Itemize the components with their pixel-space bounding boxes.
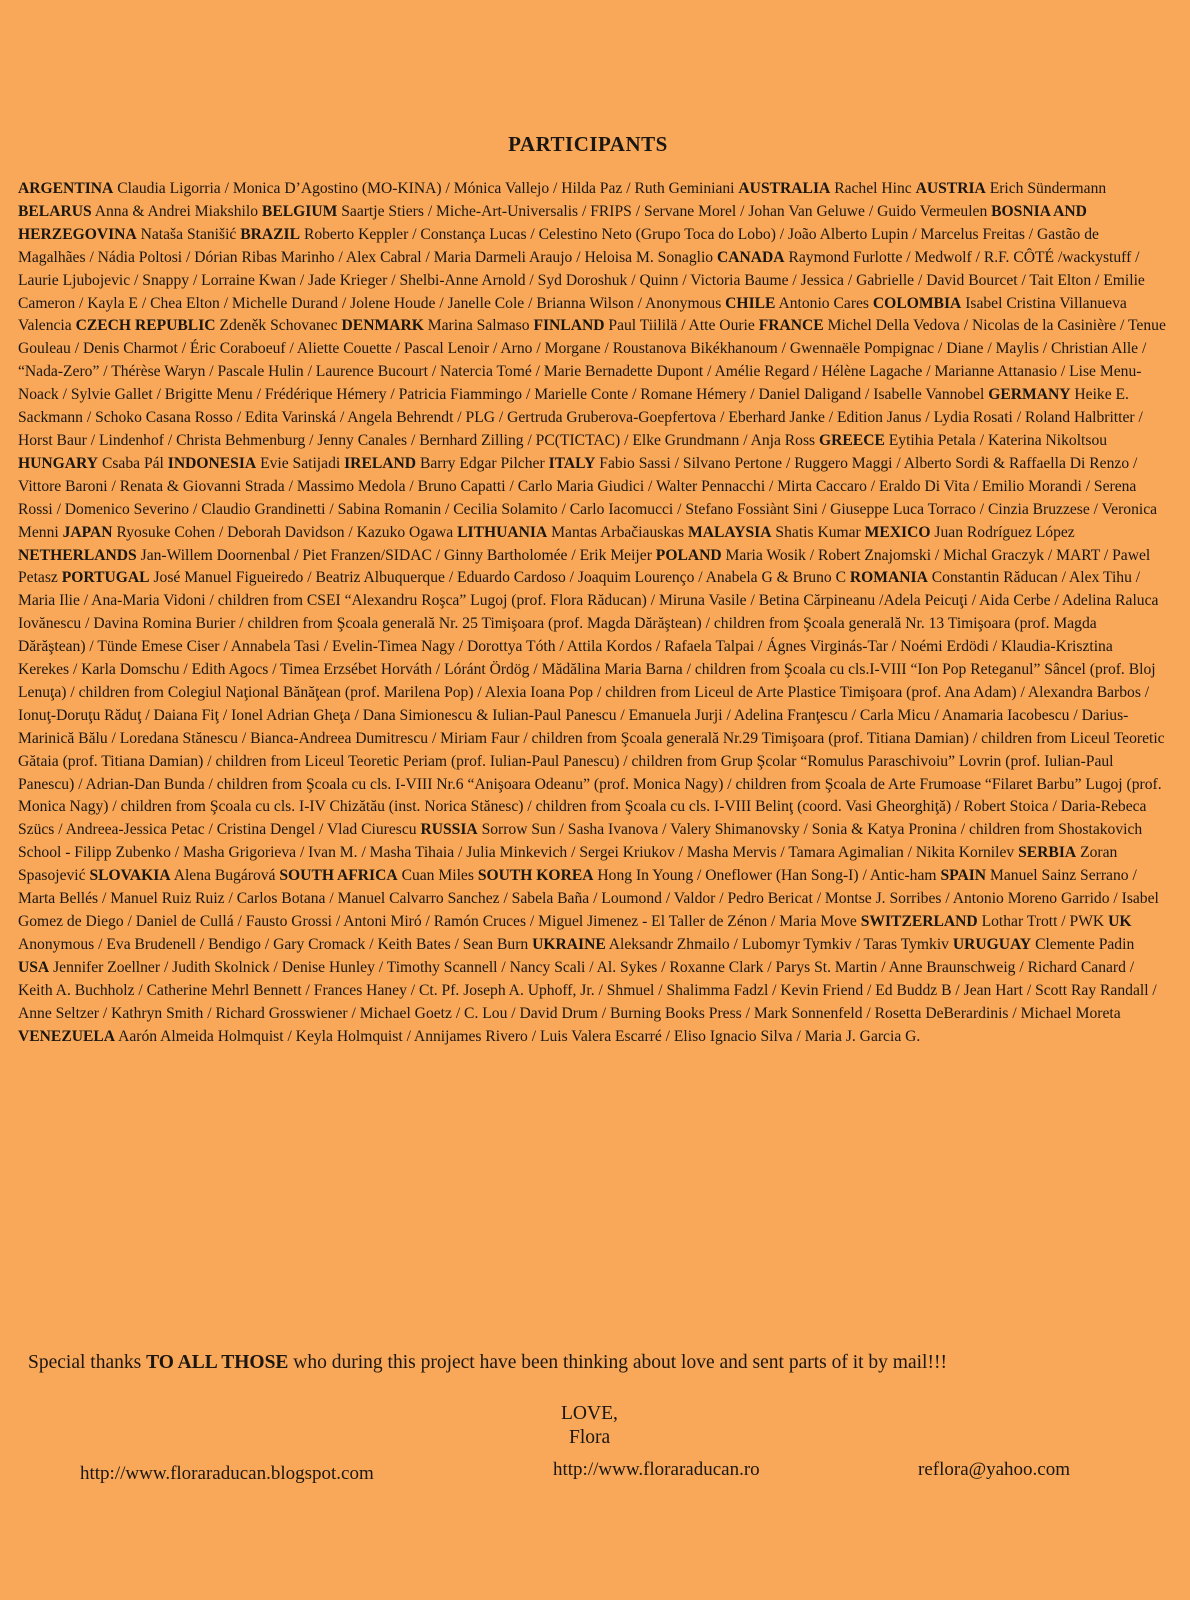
country-name: UKRAINE (532, 935, 606, 953)
participant-names: Lothar Trott / PWK (981, 913, 1105, 930)
participant-names: Nataša Stanišić (140, 225, 237, 243)
country-name: BOSNIA AND HERZEGOVINA (18, 202, 1087, 243)
country-name: SPAIN (940, 867, 987, 885)
participant-names: Michel Della Vedova / Nicolas de la Casinière / Tenue Gouleau / Denis Charmot / Éric Coraboeuf / Aliette Couette / Pascal Lenoir / Arno / Morgane / Roustanova Bikékhanoum / Gwennaële Pompignac / Diane / Maylis / Christian Alle / “Nada-Zero” / Thérèse Waryn / Pascale Hulin / Laurence Bucourt / Natercia Tomé / Marie Bernadette Dupont / Amélie Regard / Hélène Lagache / Marianne Attanasio / Lise Menu-Noack / Sylvie Gallet / Brigitte Menu / Frédérique Hémery / Patricia Fiammingo / Marielle Conte / Romane Hémery / Daniel Daligand / Isabelle Vannobel (18, 317, 1166, 404)
participant-names: Zdeněk Schovanec (219, 317, 338, 335)
participant-names: Anonymous / Eva Brudenell / Bendigo / Gary Cromack / Keith Bates / Sean Burn (18, 935, 529, 953)
participant-names: Barry Edgar Pilcher (419, 454, 545, 472)
participant-names: Antonio Cares (778, 294, 870, 312)
participant-names: Saartje Stiers / Miche-Art-Universalis / FRIPS / Servane Morel / Johan Van Geluwe / Guido Vermeulen (341, 202, 988, 220)
participant-names: Sorrow Sun / Sasha Ivanova / Valery Shimanovsky / Sonia & Katya Pronina / children from Shostakovich School - Filipp Zubenko / Masha Grigorieva / Ivan M. / Masha Tihaia / Julia Minkevich / Sergei Kriukov / Masha Mervis / Tamara Agimalian / Nikita Kornilev (18, 821, 1143, 862)
country-name: CHILE (725, 294, 776, 312)
thanks-text-start: Special thanks (28, 1352, 142, 1373)
country-name: ITALY (548, 454, 596, 472)
blog-link[interactable]: http://www.floraraducan.blogspot.com (80, 1463, 374, 1484)
country-name: SWITZERLAND (860, 913, 978, 930)
country-name: SOUTH KOREA (477, 867, 594, 885)
country-name: DENMARK (341, 317, 424, 335)
participant-names: Mantas Arbačiauskas (551, 523, 685, 541)
participant-names: Alena Bugárová (173, 867, 276, 885)
participant-names: Zoran Spasojević (18, 844, 1118, 885)
country-name: FRANCE (758, 317, 824, 335)
country-name: IRELAND (344, 454, 417, 472)
country-name: RUSSIA (420, 821, 478, 839)
country-name: VENEZUELA (18, 1027, 116, 1045)
country-name: BELARUS (18, 202, 92, 220)
participant-names: Juan Rodríguez López (934, 523, 1075, 541)
country-name: SOUTH AFRICA (279, 867, 398, 885)
thanks-text-end: who during this project have been thinking about love and sent parts of it by mail!!! (293, 1352, 947, 1373)
country-name: AUSTRIA (915, 180, 986, 197)
participant-names: Constantin Răducan / Alex Tihu / Maria Ilie / Ana-Maria Vidoni / children from CSEI “Alexandru Roşca” Lugoj (prof. Flora Răducan) / Miruna Vasile / Betina Cărpineanu /Adela Peicuţi / Aida Cerbe / Adelina Raluca Iovănescu / Davina Romina Burier / children from Şcoala generală Nr. 25 Timişoara (prof. Magda Dărăştean) / children from Şcoala generală Nr. 13 Timişoara (prof. Magda Dărăştean) / Tünde Emese Ciser / Annabela Tasi / Evelin-Timea Nagy / Dorottya Tóth / Attila Kordos / Rafaela Talpai / Ágnes Virginás-Tar / Noémi Erdödi / Klaudia-Krisztina Kerekes / Karla Domschu / Edith Agocs / Timea Erzsébet Horváth / Lóránt Ördög / Mădălina Maria Barna / children from Şcoala cu cls.I-VIII “Ion Pop Reteganul” Sâncel (prof. Bloj Lenuţa) / children from Colegiul Naţional Bănăţean (prof. Marilena Pop) / Alexia Ioana Pop / children from Liceul de Arte Plastice Timişoara (prof. Ana Adam) / Alexandra Barbos / Ionuţ-Doruţu Răduţ / Daiana Fiţ / Ionel Adrian Gheţa / Dana Simionescu & Iulian-Paul Panescu / Emanuela Jurji / Adelina Franţescu / Carla Micu / Anamaria Iacobescu / Darius-Marinică Bălu / Loredana Stănescu / Bianca-Andreea Dumitrescu / Miriam Faur / children from Şcoala generală Nr.29 Timişoara (prof. Titiana Damian) / children from Liceul Teoretic Gătaia (prof. Titiana Damian) / children from Liceul Teoretic Periam (prof. Iulian-Paul Panescu) / children from Grup Şcolar “Romulus Paraschivoiu” Lovrin (prof. Iulian-Paul Panescu) / Adrian-Dan Bunda / children from Şcoala cu cls. I-VIII Nr.6 “Anişoara Odeanu” (prof. Monica Nagy) / children from Şcoala de Arte Frumoase “Filaret Barbu” Lugoj (prof. Monica Nagy) / children from Şcoala cu cls. I-IV Chizătău (inst. Norica Stănesc) / children from Şcoala cu cls. I-VIII Belinţ (coord. Vasi Gheorghiţă) / Robert Stoica / Daria-Rebeca Szücs / Andreea-Jessica Petac / Cristina Dengel / Vlad Ciurescu (18, 569, 1165, 839)
country-name: COLOMBIA (872, 294, 962, 312)
participant-names: Cuan Miles (401, 867, 474, 885)
country-name: JAPAN (62, 523, 113, 541)
participant-names: Aleksandr Zhmailo / Lubomyr Tymkiv / Taras Tymkiv (608, 935, 949, 953)
country-name: FINLAND (533, 317, 605, 335)
country-name: ARGENTINA (18, 180, 114, 197)
participant-names: Paul Tiililä / Atte Ourie (608, 317, 755, 335)
page-title: PARTICIPANTS (508, 132, 668, 156)
participant-names: Aarón Almeida Holmquist / Keyla Holmquist / Annijames Rivero / Luis Valera Escarré / Eliso Ignacio Silva / Maria J. Garcia G. (118, 1027, 921, 1045)
participant-names: Jan-Willem Doornenbal / Piet Franzen/SIDAC / Ginny Bartholomée / Erik Meijer (140, 546, 652, 564)
website-link[interactable]: http://www.floraraducan.ro (553, 1459, 760, 1480)
participant-names: Clemente Padin (1035, 935, 1135, 953)
participant-names: Anna & Andrei Miakshilo (94, 202, 259, 220)
country-name: BELGIUM (261, 202, 338, 220)
country-name: CANADA (717, 248, 785, 266)
email-link[interactable]: reflora@yahoo.com (918, 1459, 1071, 1480)
country-name: POLAND (655, 546, 722, 564)
country-name: BRAZIL (240, 225, 301, 243)
country-name: SLOVAKIA (89, 867, 171, 885)
participant-names: Claudia Ligorria / Monica D’Agostino (MO-KINA) / Mónica Vallejo / Hilda Paz / Ruth Geminiani (117, 180, 735, 197)
closing-signature: Flora (569, 1427, 611, 1448)
participant-names: Rachel Hinc (834, 180, 912, 197)
participant-names: Manuel Sainz Serrano / Marta Bellés / Manuel Ruiz Ruiz / Carlos Botana / Manuel Calvarro Sanchez / Sabela Baña / Loumond / Valdor / Pedro Bericat / Montse J. Sorribes / Antonio Moreno Garrido / Isabel Gomez de Diego / Daniel de Cullá / Fausto Grossi / Antoni Miró / Ramón Cruces / Miguel Jimenez - El Taller de Zénon / Maria Move (18, 867, 1159, 930)
country-name: MEXICO (864, 523, 931, 541)
special-thanks (28, 1352, 1168, 1374)
country-name: GREECE (819, 431, 885, 449)
country-name: HUNGARY (18, 454, 99, 472)
participant-names: Evie Satijadi (260, 454, 341, 472)
participant-names: Jennifer Zoellner / Judith Skolnick / Denise Hunley / Timothy Scannell / Nancy Scali / Al. Sykes / Roxanne Clark / Parys St. Martin / Anne Braunschweig / Richard Canard / Keith A. Buchholz / Catherine Mehrl Bennett / Frances Haney / Ct. Pf. Joseph A. Uphoff, Jr. / Shmuel / Shalimma Fadzl / Kevin Friend / Ed Buddz B / Jean Hart / Scott Ray Randall / Anne Seltzer / Kathryn Smith / Richard Grosswiener / Michael Goetz / C. Lou / David Drum / Burning Books Press / Mark Sonnenfeld / Rosetta DeBerardinis / Michael Moreta (18, 958, 1157, 1022)
country-name: URUGUAY (952, 935, 1032, 953)
country-name: MALAYSIA (688, 523, 772, 541)
participant-names: Maria Wosik / Robert Znajomski / Michal Graczyk / MART / Pawel Petasz (18, 546, 1151, 587)
participant-names: Ryosuke Cohen / Deborah Davidson / Kazuko Ogawa (116, 523, 454, 541)
participant-names: José Manuel Figueiredo / Beatriz Albuquerque / Eduardo Cardoso / Joaquim Lourenço / Anabela G & Bruno C (153, 569, 846, 587)
participant-names: Marina Salmaso (427, 317, 530, 335)
participant-names: Fabio Sassi / Silvano Pertone / Ruggero Maggi / Alberto Sordi & Raffaella Di Renzo / Vittore Baroni / Renata & Giovanni Strada / Massimo Medola / Bruno Capatti / Carlo Maria Giudici / Walter Pennacchi / Mirta Caccaro / Eraldo Di Vita / Emilio Morandi / Serena Rossi / Domenico Severino / Claudio Grandinetti / Sabina Romanin / Cecilia Solamito / Carlo Iacomucci / Stefano Fossiànt Sini / Giuseppe Luca Torraco / Cinzia Bruzzese / Veronica Menni (18, 454, 1158, 541)
participant-names: Shatis Kumar (775, 523, 861, 541)
country-name: UK (1108, 913, 1132, 930)
participant-names: Hong In Young / Oneflower (Han Song-I) / Antic-ham (597, 867, 937, 885)
country-name: USA (18, 958, 50, 976)
closing-block (561, 1402, 618, 1450)
country-name: INDONESIA (167, 454, 257, 472)
participant-names: Heike E. Sackmann / Schoko Casana Rosso / Edita Varinská / Angela Behrendt / PLG / Gertruda Gruberova-Goepfertova / Eberhard Janke / Edition Janus / Lydia Rosati / Roland Halbritter / Horst Baur / Lindenhof / Christa Behmenburg / Jenny Canales / Bernhard Zilling / PC(TICTAC) / Elke Grundmann / Anja Ross (18, 386, 1143, 449)
thanks-emphasis: TO ALL THOSE (146, 1352, 289, 1373)
participant-names: Erich Sündermann (989, 180, 1107, 197)
country-name: ROMANIA (849, 569, 928, 587)
participant-names: Csaba Pál (101, 454, 164, 472)
participant-names: Eytihia Petala / Katerina Nikoltsou (888, 431, 1108, 449)
closing-salutation: LOVE, (561, 1403, 618, 1424)
country-name: GERMANY (988, 386, 1071, 404)
country-name: CZECH REPUBLIC (75, 317, 216, 335)
participant-names: Roberto Keppler / Constança Lucas / Celestino Neto (Grupo Toca do Lobo) / João Alberto Lupin / Marcelus Freitas / Gastão de Magalhães / Nádia Poltosi / Dórian Ribas Marinho / Alex Cabral / Maria Darmeli Araujo / Heloisa M. Sonaglio (18, 225, 1099, 266)
country-name: AUSTRALIA (738, 180, 831, 197)
participant-names: Isabel Cristina Villanueva Valencia (18, 294, 1127, 335)
country-name: NETHERLANDS (18, 546, 137, 564)
country-name: SERBIA (1018, 844, 1077, 862)
country-name: PORTUGAL (61, 569, 150, 587)
participant-names: Raymond Furlotte / Medwolf / R.F. CÔTÉ /wackystuff / Laurie Ljubojevic / Snappy / Lorraine Kwan / Jade Krieger / Shelbi-Anne Arnold / Syd Doroshuk / Quinn / Victoria Baume / Jessica / Gabrielle / David Bourcet / Tait Elton / Emilie Cameron / Kayla E / Chea Elton / Michelle Durand / Jolene Houde / Janelle Cole / Brianna Wilson / Anonymous (18, 248, 1145, 312)
country-name: LITHUANIA (457, 523, 548, 541)
participants-list (18, 178, 1166, 1048)
